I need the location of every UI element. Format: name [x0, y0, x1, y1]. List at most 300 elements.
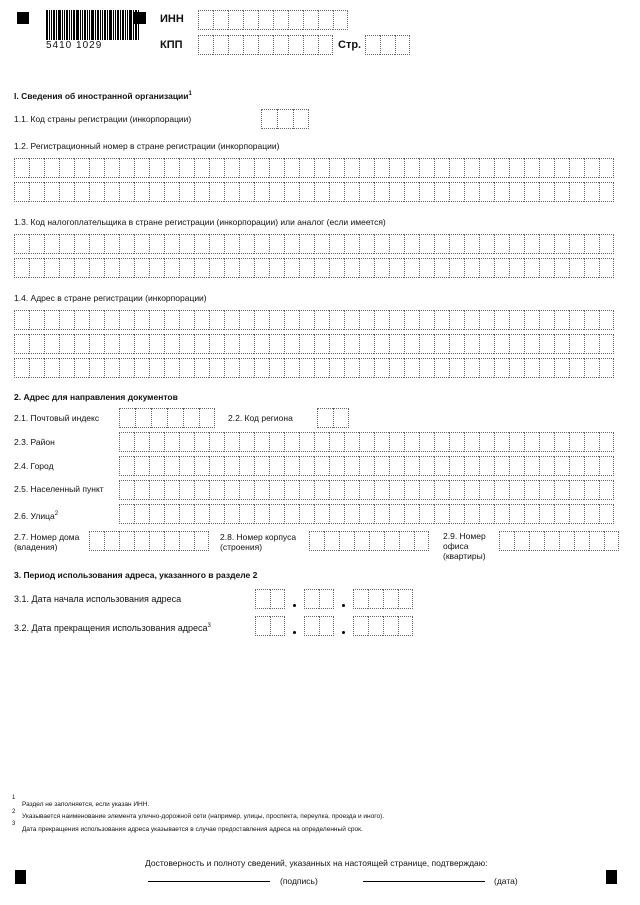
input-cell[interactable] [224, 334, 239, 354]
input-cell[interactable] [314, 358, 329, 378]
input-cell[interactable] [29, 258, 44, 278]
input-cell[interactable] [434, 480, 449, 500]
input-cell[interactable] [359, 258, 374, 278]
month-cells[interactable] [304, 589, 334, 609]
input-cell[interactable] [104, 234, 119, 254]
input-cell[interactable] [434, 310, 449, 330]
input-cell[interactable] [599, 432, 614, 452]
input-cell[interactable] [164, 310, 179, 330]
input-cell[interactable] [14, 258, 29, 278]
input-cell[interactable] [239, 456, 254, 476]
input-cell[interactable] [509, 504, 524, 524]
signature-line[interactable] [148, 881, 270, 882]
input-cell[interactable] [599, 504, 614, 524]
input-cell[interactable] [404, 158, 419, 178]
input-cell[interactable] [194, 158, 209, 178]
input-cell[interactable] [224, 258, 239, 278]
house-number-field[interactable] [89, 531, 209, 551]
input-cell[interactable] [344, 504, 359, 524]
input-cell[interactable] [464, 432, 479, 452]
input-cell[interactable] [224, 310, 239, 330]
input-cell[interactable] [509, 456, 524, 476]
input-cell[interactable] [329, 182, 344, 202]
input-cell[interactable] [384, 531, 399, 551]
input-cell[interactable] [199, 408, 215, 428]
year-cells[interactable] [353, 616, 413, 636]
input-cell[interactable] [554, 480, 569, 500]
input-cell[interactable] [134, 504, 149, 524]
input-cell[interactable] [539, 480, 554, 500]
input-cell[interactable] [309, 531, 324, 551]
input-cell[interactable] [254, 310, 269, 330]
street-field[interactable] [119, 504, 614, 524]
input-cell[interactable] [299, 358, 314, 378]
input-cell[interactable] [74, 158, 89, 178]
input-cell[interactable] [524, 456, 539, 476]
input-cell[interactable] [284, 456, 299, 476]
input-cell[interactable] [584, 158, 599, 178]
input-cell[interactable] [584, 310, 599, 330]
input-cell[interactable] [44, 334, 59, 354]
input-cell[interactable] [119, 456, 134, 476]
input-cell[interactable] [398, 589, 413, 609]
input-cell[interactable] [239, 158, 254, 178]
input-cell[interactable] [434, 334, 449, 354]
input-cell[interactable] [319, 589, 334, 609]
input-cell[interactable] [14, 310, 29, 330]
input-cell[interactable] [119, 408, 135, 428]
input-cell[interactable] [299, 480, 314, 500]
input-cell[interactable] [239, 334, 254, 354]
input-cell[interactable] [398, 616, 413, 636]
input-cell[interactable] [44, 158, 59, 178]
input-cell[interactable] [318, 35, 333, 55]
input-cell[interactable] [179, 182, 194, 202]
postal-code-field[interactable] [119, 408, 215, 428]
input-cell[interactable] [254, 358, 269, 378]
input-cell[interactable] [464, 158, 479, 178]
input-cell[interactable] [213, 35, 228, 55]
input-cell[interactable] [383, 616, 398, 636]
input-cell[interactable] [59, 182, 74, 202]
input-cell[interactable] [303, 35, 318, 55]
input-cell[interactable] [479, 480, 494, 500]
input-cell[interactable] [569, 480, 584, 500]
input-cell[interactable] [584, 432, 599, 452]
input-cell[interactable] [479, 258, 494, 278]
input-cell[interactable] [194, 480, 209, 500]
input-cell[interactable] [344, 158, 359, 178]
input-cell[interactable] [209, 456, 224, 476]
input-cell[interactable] [449, 432, 464, 452]
input-cell[interactable] [509, 158, 524, 178]
input-cell[interactable] [554, 334, 569, 354]
input-cell[interactable] [509, 234, 524, 254]
input-cell[interactable] [604, 531, 619, 551]
input-cell[interactable] [243, 10, 258, 30]
input-cell[interactable] [198, 10, 213, 30]
input-cell[interactable] [494, 258, 509, 278]
input-cell[interactable] [333, 408, 349, 428]
input-cell[interactable] [59, 158, 74, 178]
input-cell[interactable] [224, 358, 239, 378]
input-cell[interactable] [479, 310, 494, 330]
input-cell[interactable] [404, 310, 419, 330]
input-cell[interactable] [404, 456, 419, 476]
input-cell[interactable] [134, 480, 149, 500]
input-cell[interactable] [434, 234, 449, 254]
input-cell[interactable] [164, 504, 179, 524]
input-cell[interactable] [29, 358, 44, 378]
input-cell[interactable] [59, 258, 74, 278]
input-cell[interactable] [584, 234, 599, 254]
input-cell[interactable] [509, 258, 524, 278]
input-cell[interactable] [359, 334, 374, 354]
input-cell[interactable] [419, 504, 434, 524]
cell-row[interactable] [14, 258, 614, 278]
input-cell[interactable] [314, 456, 329, 476]
input-cell[interactable] [584, 504, 599, 524]
end-date-field[interactable] [255, 616, 413, 636]
day-cells[interactable] [255, 589, 285, 609]
input-cell[interactable] [359, 456, 374, 476]
input-cell[interactable] [89, 258, 104, 278]
input-cell[interactable] [554, 310, 569, 330]
input-cell[interactable] [134, 456, 149, 476]
input-cell[interactable] [299, 310, 314, 330]
input-cell[interactable] [494, 358, 509, 378]
input-cell[interactable] [569, 456, 584, 476]
input-cell[interactable] [14, 234, 29, 254]
input-cell[interactable] [89, 358, 104, 378]
input-cell[interactable] [509, 432, 524, 452]
input-cell[interactable] [449, 504, 464, 524]
input-cell[interactable] [213, 10, 228, 30]
input-cell[interactable] [269, 432, 284, 452]
input-cell[interactable] [104, 158, 119, 178]
input-cell[interactable] [254, 182, 269, 202]
input-cell[interactable] [494, 310, 509, 330]
input-cell[interactable] [194, 504, 209, 524]
input-cell[interactable] [134, 358, 149, 378]
input-cell[interactable] [299, 504, 314, 524]
input-cell[interactable] [479, 358, 494, 378]
input-cell[interactable] [374, 456, 389, 476]
input-cell[interactable] [449, 158, 464, 178]
input-cell[interactable] [164, 432, 179, 452]
input-cell[interactable] [314, 258, 329, 278]
input-cell[interactable] [269, 334, 284, 354]
input-cell[interactable] [209, 234, 224, 254]
input-cell[interactable] [134, 432, 149, 452]
input-cell[interactable] [254, 334, 269, 354]
input-cell[interactable] [584, 182, 599, 202]
input-cell[interactable] [329, 234, 344, 254]
input-cell[interactable] [164, 334, 179, 354]
input-cell[interactable] [269, 182, 284, 202]
input-cell[interactable] [464, 358, 479, 378]
input-cell[interactable] [273, 10, 288, 30]
input-cell[interactable] [255, 616, 270, 636]
input-cell[interactable] [258, 35, 273, 55]
input-cell[interactable] [194, 258, 209, 278]
input-cell[interactable] [239, 480, 254, 500]
input-cell[interactable] [149, 158, 164, 178]
input-cell[interactable] [255, 589, 270, 609]
input-cell[interactable] [374, 182, 389, 202]
input-cell[interactable] [314, 480, 329, 500]
input-cell[interactable] [353, 616, 368, 636]
input-cell[interactable] [134, 334, 149, 354]
input-cell[interactable] [254, 234, 269, 254]
input-cell[interactable] [419, 258, 434, 278]
input-cell[interactable] [135, 408, 151, 428]
input-cell[interactable] [304, 589, 319, 609]
input-cell[interactable] [494, 456, 509, 476]
cell-row[interactable] [14, 182, 614, 202]
input-cell[interactable] [559, 531, 574, 551]
input-cell[interactable] [104, 258, 119, 278]
input-cell[interactable] [449, 234, 464, 254]
input-cell[interactable] [524, 358, 539, 378]
cell-row[interactable] [14, 234, 614, 254]
input-cell[interactable] [599, 182, 614, 202]
input-cell[interactable] [239, 258, 254, 278]
input-cell[interactable] [374, 504, 389, 524]
input-cell[interactable] [539, 310, 554, 330]
input-cell[interactable] [359, 234, 374, 254]
input-cell[interactable] [258, 10, 273, 30]
input-cell[interactable] [284, 182, 299, 202]
input-cell[interactable] [539, 334, 554, 354]
input-cell[interactable] [209, 480, 224, 500]
input-cell[interactable] [464, 480, 479, 500]
input-cell[interactable] [104, 358, 119, 378]
input-cell[interactable] [224, 480, 239, 500]
input-cell[interactable] [494, 334, 509, 354]
input-cell[interactable] [284, 310, 299, 330]
input-cell[interactable] [74, 358, 89, 378]
input-cell[interactable] [569, 334, 584, 354]
input-cell[interactable] [239, 182, 254, 202]
input-cell[interactable] [194, 456, 209, 476]
input-cell[interactable] [149, 358, 164, 378]
input-cell[interactable] [569, 234, 584, 254]
cell-row[interactable] [14, 310, 614, 330]
input-cell[interactable] [524, 182, 539, 202]
input-cell[interactable] [89, 182, 104, 202]
input-cell[interactable] [449, 456, 464, 476]
input-cell[interactable] [254, 432, 269, 452]
input-cell[interactable] [333, 10, 348, 30]
input-cell[interactable] [239, 432, 254, 452]
input-cell[interactable] [269, 234, 284, 254]
input-cell[interactable] [329, 480, 344, 500]
input-cell[interactable] [554, 182, 569, 202]
input-cell[interactable] [228, 10, 243, 30]
input-cell[interactable] [344, 432, 359, 452]
input-cell[interactable] [194, 234, 209, 254]
input-cell[interactable] [479, 182, 494, 202]
input-cell[interactable] [284, 432, 299, 452]
input-cell[interactable] [374, 258, 389, 278]
input-cell[interactable] [284, 234, 299, 254]
input-cell[interactable] [329, 358, 344, 378]
district-field[interactable] [119, 432, 614, 452]
input-cell[interactable] [104, 310, 119, 330]
input-cell[interactable] [374, 234, 389, 254]
date-line[interactable] [363, 881, 485, 882]
input-cell[interactable] [209, 358, 224, 378]
input-cell[interactable] [574, 531, 589, 551]
input-cell[interactable] [539, 432, 554, 452]
input-cell[interactable] [239, 358, 254, 378]
input-cell[interactable] [164, 480, 179, 500]
input-cell[interactable] [224, 234, 239, 254]
input-cell[interactable] [414, 531, 429, 551]
input-cell[interactable] [29, 182, 44, 202]
input-cell[interactable] [44, 182, 59, 202]
input-cell[interactable] [389, 158, 404, 178]
input-cell[interactable] [299, 456, 314, 476]
input-cell[interactable] [404, 182, 419, 202]
input-cell[interactable] [449, 480, 464, 500]
input-cell[interactable] [104, 334, 119, 354]
input-cell[interactable] [434, 456, 449, 476]
input-cell[interactable] [389, 182, 404, 202]
input-cell[interactable] [434, 182, 449, 202]
input-cell[interactable] [524, 258, 539, 278]
input-cell[interactable] [524, 432, 539, 452]
input-cell[interactable] [254, 158, 269, 178]
input-cell[interactable] [209, 504, 224, 524]
input-cell[interactable] [344, 234, 359, 254]
input-cell[interactable] [209, 432, 224, 452]
input-cell[interactable] [589, 531, 604, 551]
input-cell[interactable] [288, 35, 303, 55]
input-cell[interactable] [164, 182, 179, 202]
registration-number-field[interactable] [14, 158, 614, 206]
input-cell[interactable] [119, 182, 134, 202]
input-cell[interactable] [544, 531, 559, 551]
input-cell[interactable] [224, 182, 239, 202]
input-cell[interactable] [239, 310, 254, 330]
input-cell[interactable] [464, 504, 479, 524]
input-cell[interactable] [269, 358, 284, 378]
input-cell[interactable] [354, 531, 369, 551]
input-cell[interactable] [284, 504, 299, 524]
input-cell[interactable] [59, 310, 74, 330]
input-cell[interactable] [149, 234, 164, 254]
input-cell[interactable] [404, 334, 419, 354]
input-cell[interactable] [134, 531, 149, 551]
input-cell[interactable] [368, 616, 383, 636]
input-cell[interactable] [314, 432, 329, 452]
input-cell[interactable] [539, 504, 554, 524]
input-cell[interactable] [599, 258, 614, 278]
input-cell[interactable] [329, 158, 344, 178]
input-cell[interactable] [449, 334, 464, 354]
input-cell[interactable] [304, 616, 319, 636]
input-cell[interactable] [599, 234, 614, 254]
country-code-field[interactable] [261, 109, 309, 129]
input-cell[interactable] [434, 158, 449, 178]
input-cell[interactable] [584, 456, 599, 476]
input-cell[interactable] [479, 504, 494, 524]
input-cell[interactable] [524, 334, 539, 354]
input-cell[interactable] [449, 258, 464, 278]
input-cell[interactable] [314, 334, 329, 354]
input-cell[interactable] [524, 504, 539, 524]
input-cell[interactable] [194, 531, 209, 551]
input-cell[interactable] [179, 456, 194, 476]
input-cell[interactable] [149, 310, 164, 330]
input-cell[interactable] [389, 456, 404, 476]
input-cell[interactable] [299, 258, 314, 278]
input-cell[interactable] [464, 310, 479, 330]
input-cell[interactable] [479, 158, 494, 178]
input-cell[interactable] [404, 234, 419, 254]
input-cell[interactable] [59, 334, 74, 354]
input-cell[interactable] [119, 310, 134, 330]
input-cell[interactable] [284, 258, 299, 278]
input-cell[interactable] [179, 158, 194, 178]
input-cell[interactable] [584, 480, 599, 500]
input-cell[interactable] [359, 358, 374, 378]
region-code-field[interactable] [317, 408, 349, 428]
input-cell[interactable] [179, 258, 194, 278]
input-cell[interactable] [464, 456, 479, 476]
input-cell[interactable] [479, 234, 494, 254]
input-cell[interactable] [329, 334, 344, 354]
input-cell[interactable] [554, 456, 569, 476]
input-cell[interactable] [314, 158, 329, 178]
input-cell[interactable] [494, 158, 509, 178]
input-cell[interactable] [494, 432, 509, 452]
input-cell[interactable] [380, 35, 395, 55]
input-cell[interactable] [194, 358, 209, 378]
input-cell[interactable] [270, 589, 285, 609]
input-cell[interactable] [554, 358, 569, 378]
input-cell[interactable] [419, 358, 434, 378]
input-cell[interactable] [239, 234, 254, 254]
input-cell[interactable] [419, 432, 434, 452]
input-cell[interactable] [569, 158, 584, 178]
input-cell[interactable] [514, 531, 529, 551]
input-cell[interactable] [369, 531, 384, 551]
input-cell[interactable] [419, 158, 434, 178]
input-cell[interactable] [167, 408, 183, 428]
input-cell[interactable] [198, 35, 213, 55]
input-cell[interactable] [404, 258, 419, 278]
input-cell[interactable] [434, 358, 449, 378]
input-cell[interactable] [344, 334, 359, 354]
input-cell[interactable] [149, 334, 164, 354]
input-cell[interactable] [569, 310, 584, 330]
month-cells[interactable] [304, 616, 334, 636]
input-cell[interactable] [119, 358, 134, 378]
input-cell[interactable] [179, 432, 194, 452]
input-cell[interactable] [29, 310, 44, 330]
input-cell[interactable] [164, 531, 179, 551]
input-cell[interactable] [44, 310, 59, 330]
input-cell[interactable] [209, 158, 224, 178]
input-cell[interactable] [529, 531, 544, 551]
input-cell[interactable] [134, 158, 149, 178]
input-cell[interactable] [179, 504, 194, 524]
input-cell[interactable] [599, 158, 614, 178]
input-cell[interactable] [269, 480, 284, 500]
